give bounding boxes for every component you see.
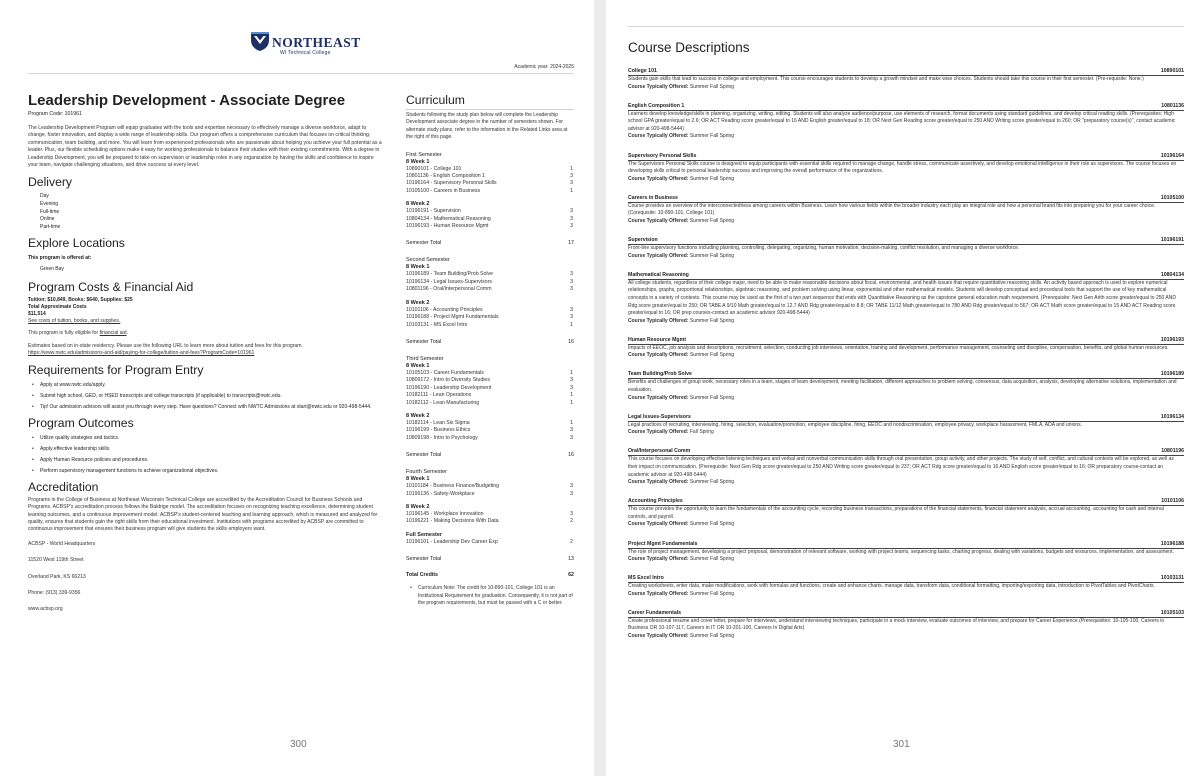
course-name: 10890101 - College 101 [406,165,462,172]
course-credits: 3 [570,434,573,441]
course-row [406,491,574,498]
tuition-url[interactable]: https://www.nwtc.edu/admissions-and-aid/paying-for-college/tuition-and-fees?ProgramCode=101961 [28,350,255,357]
course-code: 10196134 [1160,413,1184,420]
course-code: 10103131 [1160,575,1184,582]
total-credits [406,572,574,579]
week-label: 8 Week 1 [406,264,430,271]
course-description [628,371,1184,402]
requirement-item: • Apply at www.nwtc.edu/apply. [28,382,382,389]
costs-total-label: Total Approximate Costs [28,304,87,310]
offered-terms: Summer Fall Spring [689,590,735,597]
course-credits: 1 [570,165,573,172]
outcome-item: • Apply effective leadership skills. [28,446,382,453]
semester-list [406,152,574,564]
course-description [628,153,1184,184]
course-title: College 101 [628,68,657,74]
course-credits: 2 [570,538,573,545]
course-description [628,195,1184,226]
offered-label: Course Typically Offered: [628,352,689,359]
offered-terms: Summer Fall Spring [689,521,735,528]
course-row [406,483,574,490]
course-header [628,153,1184,161]
semester [406,152,574,248]
course-header [628,575,1184,583]
acbsp-phone: Phone: (913) 339-9356 [28,589,81,596]
course-description [628,337,1184,360]
course-offered [628,133,1184,140]
course-row [406,173,574,180]
course-description [628,272,1184,325]
course-row [406,166,574,173]
course-row [406,370,574,377]
costs-link[interactable]: See costs of tuition, books, and supplies. [28,318,121,324]
outcome-item: • Perform supervisory management functions to achieve organizational objectives. [28,468,382,475]
course-name: 10101184 - Business Finance/Budgeting [406,483,500,490]
course-name: 10105103 - Career Fundamentals [406,369,484,376]
course-row [406,427,574,434]
semester-total [406,240,574,247]
course-name: 10196134 - Legal Issues-Supervisors [406,278,492,285]
course-code: 10101106 [1161,498,1184,505]
course-offered [628,253,1184,260]
outcome-item: • Apply Human Resource policies and procedures. [28,457,382,464]
semester-total-label: Semester Total [406,556,442,563]
course-offered [628,521,1184,528]
course-desc: Legal practices of recruiting, interviewing, hiring, selection, evaluation/promotion, employee discipline, firing, EEOC and nondiscrimination, employee privacy, workplace harassment, FMLA, ADA and unions. [628,421,1083,428]
course-row [406,420,574,427]
course-row [406,208,574,215]
week-label: 8 Week 2 [406,299,430,306]
course-header [628,337,1184,345]
course-row [406,322,574,329]
course-desc: Front-line supervisory functions including planning, controlling, delegating, organizing, human motivation, decision-making, conflict resolution, and managing a diverse workforce. [628,245,1020,252]
delivery-item: Full-time [40,208,60,215]
course-code: 10196164 [1160,152,1184,159]
page-title: Leadership Development - Associate Degree [28,92,346,109]
offered-label: Course Typically Offered: [628,175,689,182]
course-name: 10196101 - Leadership Dev Career Exp [406,538,498,545]
course-description [628,103,1184,141]
course-header [628,448,1184,456]
course-header [628,610,1184,618]
course-name: 10182112 - Lean Manufacturing [406,399,480,406]
course-offered [628,633,1184,640]
course-description [628,414,1184,437]
course-desc: Benefits and challenges of group work, necessary roles in a team, stages of team development, meeting facilitation, different approaches to problem solving, consensus, data acquisition, analysis, developing alternative solutions, implementation and evaluation. [628,379,1177,394]
financial-aid-pre: This program is fully eligible for [28,330,100,337]
course-desc: Impacts of EEOC, job analysis and descriptions, recruitment, selection, conducting job interviews, orientation, training and development, performance management, counseling and discipline, compensation, benefits, and global human resources. [628,344,1169,351]
semester-total [406,339,574,346]
acbsp-website: www.acbsp.org [28,606,63,613]
course-title: Mathematical Reasoning [628,271,689,278]
course-offered [628,218,1184,225]
course-credits: 3 [570,180,573,187]
course-offered [628,84,1184,91]
course-offered [628,176,1184,183]
course-credits: 3 [570,215,573,222]
outcomes-list [28,435,382,476]
course-name: 10196190 - Leadership Development [406,384,492,391]
course-code: 10196193 [1160,336,1184,343]
course-title: MS Excel Intro [628,575,664,582]
course-description [628,237,1184,260]
course-row [406,223,574,230]
week-label: 8 Week 2 [406,201,430,208]
locations-list [40,266,382,274]
requirement-item: • Submit high school, GED, or HSED transcripts and college transcripts (if applicable) to transcripts@nwtc.edu. [28,393,382,400]
course-name: 10196193 - Human Resource Mgmt [406,223,489,230]
course-title: Supervision [628,237,658,244]
offered-terms: Summer Fall Spring [689,352,735,359]
offered-label: Course Typically Offered: [628,133,689,140]
requirement-item: • Tip! Our admission advisors will assist you through every step. Have questions? Connect with NWTC Admissions at start@nwtc.edu or 920-498-5444. [28,404,382,411]
offered-terms: Summer Fall Spring [689,133,735,140]
course-description [628,610,1184,641]
course-code: 10105100 [1160,194,1184,201]
offered-terms: Summer Fall Spring [689,479,735,486]
course-description [628,68,1184,91]
course-offered [628,479,1184,486]
course-desc: Course provides an overview of the interconnectedness among careers within Business. Learn how various fields within the broader industry each play an integral role and how a personal brand fits into preparing you for your career choice. (Corequisite: 10-890-101, College 101) [628,202,1156,217]
course-description-list [628,68,1184,652]
outcomes-heading: Program Outcomes [28,415,134,430]
course-title: Project Mgmt Fundamentals [628,540,698,547]
page-number: 301 [893,739,910,750]
course-name: 10196136 - Safety-Workplace [406,490,475,497]
course-header [628,371,1184,379]
costs-breakdown: Tuition: $10,849, Books: $640, Supplies: $25 [28,297,133,303]
course-title: Career Fundamentals [628,609,682,616]
course-name: 10809172 - Intro to Diversity Studies [406,377,490,384]
course-offered [628,352,1184,359]
requirements-list [28,382,382,412]
course-row [406,539,574,546]
course-title: Legal Issues-Supervisors [628,413,691,420]
course-name: 10801136 - English Composition 1 [406,173,485,180]
course-header [628,195,1184,203]
course-row [406,400,574,407]
semester-title: Second Semester [406,257,450,264]
course-row [406,279,574,286]
course-credits: 3 [570,483,573,490]
course-name: 10196164 - Supervisory Personal Skills [406,180,497,187]
offered-label: Course Typically Offered: [628,394,689,401]
semester-total-label: Semester Total [406,338,442,345]
course-code: 10801136 [1161,102,1184,109]
program-info-column [28,92,382,614]
offered-label: Course Typically Offered: [628,633,689,640]
course-name: 10809198 - Intro to Psychology [406,434,478,441]
offered-label: Course Typically Offered: [628,521,689,528]
semester-total [406,556,574,563]
course-code: 10105103 [1160,609,1184,616]
week-label: Full Semester [406,531,443,538]
course-credits: 3 [570,306,573,313]
course-desc: All college students, regardless of their college major, need to be able to make reasonable decisions about fiscal, environmental, and health issues that require quantitative reasoning skills. An activity based approach is used to explore numerical relationships, graphs, proportional relationships, algebraic reasoning, and problem solving using linear, exponential and other mathematical models. Students will develop conceptual and procedural tools that support the use of key mathematical concepts in a variety of contexts. This course may be used as the first of a two part sequence that ends with Quantitative Reasoning as the capstone general education math requirement. (Prerequisite: Next Gen Arith score greater/equal to 250 AND Rdg score greater/equal to 250; OR TABE A 9/10 Math greater/equal to 12.7 AND Rdg greater/equal to 8.8; OR TABE 11/12 Math greater/equal to 780 AND Rdg greater/equal to 567; OR ACT Math score greater/equal to 15 AND ACT Reading score greater/equal to 16; OR prep courses-contact an academic advisor 920-498-5444) [628,279,1176,317]
course-credits: 3 [570,173,573,180]
course-name: 10103131 - MS Excel Intro [406,321,468,328]
course-offered [628,591,1184,598]
course-credits: 1 [570,321,573,328]
course-description [628,575,1184,598]
course-header [628,498,1184,506]
offered-label: Course Typically Offered: [628,429,689,436]
course-name: 10196145 - Workplace Innovation [406,510,484,517]
logo-subtitle: WI Technical College [280,50,331,56]
financial-aid-text [28,330,382,337]
delivery-item: Day [40,193,49,200]
course-credits: 1 [570,392,573,399]
location-item: Green Bay [40,266,64,273]
program-intro: The Leadership Development Program will equip graduates with the tools and expertise necessary to effectively manage a diverse workforce, adapt to change, foster innovation, and display a wide range of leadership skills. Our program offers a comprehensive curriculum that focuses on critical thinking, communication, team building, and more. You will learn from experienced professionals who are passionate about helping you achieve your full potential as a leader. Plus, our flexible scheduling options make it easy for working professionals to balance their studies with their existing commitments. With a degree in Leadership Development, you will be prepared to take on supervision or leadership roles in any organization by having the skills and confidence to inspire your team, navigate challenging situations, and drive success at every level. [28,125,382,169]
curriculum-intro: Students following the study plan below will complete the Leadership Development associate degree in the number of semesters shown. For alternate study plans, refer to the information in the Related Links area at the right of this page. [406,112,568,141]
course-name: 10196221 - Making Decisions With Data [406,518,499,525]
course-row [406,435,574,442]
course-header [628,103,1184,111]
semester-title: First Semester [406,151,442,158]
locations-label: This program is offered at: [28,255,92,262]
accreditation-text: Programs in the College of Business at Northeast Wisconsin Technical College are accredited by the Accreditation Council for Business Schools and Programs. ACBSP's accreditation process follows the Baldrige model. The accreditation focuses on recognizing teaching excellence, determining student learning outcomes, and a continuous improvement model. ACBSP's student-centered teaching and learning approach, which is measured and analyzed for quality, ensures that students gain the right skills from their educational investment. Institutions with programs accredited by ACBSP are committed to continuous improvement that ensures their business program will give students the skills employers want. [28,496,378,533]
course-description [628,541,1184,564]
semester-total-value: 16 [568,452,574,459]
course-credits: 1 [570,399,573,406]
curriculum-note: • Curriculum Note: The credit for 10-890-101, College 101 is an Institutional Requirement for graduation. Consequently, it is not part of the program requirements, but must be passed with a C or better. [406,585,574,608]
course-name: 10105100 - Careers in Business [406,187,481,194]
course-desc: The role of project management, developing a project proposal, demonstration of relevant software, working with project teams, sequencing tasks, charting progress, dealing with variations, budgets and resources, implementation, and assessment. [628,548,1174,555]
semester [406,257,574,345]
semester-title: Third Semester [406,355,444,362]
course-offered [628,429,1184,436]
week-label: 8 Week 2 [406,412,430,419]
costs-total: $11,514 [28,311,46,317]
course-name: 10101106 - Accounting Principles [406,306,483,313]
week-label: 8 Week 1 [406,158,430,165]
offered-terms: Summer Fall Spring [689,556,735,563]
course-title: Accounting Principles [628,498,683,505]
course-row [406,314,574,321]
acbsp-address-line: ACBSP - World Headquarters [28,540,96,547]
outcome-item: • Utilize quality strategies and tactics. [28,435,382,442]
financial-aid-link[interactable]: financial aid [99,330,127,337]
course-name: 10801196 - Oral/Interpersonal Comm [406,286,492,293]
course-offered [628,556,1184,563]
course-row [406,286,574,293]
course-name: 10196189 - Team Building/Prob Solve [406,271,493,278]
course-code: 10196188 [1160,540,1184,547]
offered-label: Course Typically Offered: [628,252,689,259]
delivery-item: Evening [40,201,59,208]
total-credits-label: Total Credits [406,572,438,579]
financial-aid-post: . [126,330,128,337]
course-credits: 3 [570,490,573,497]
course-header [628,414,1184,422]
costs-heading: Program Costs & Financial Aid [28,280,194,294]
delivery-item: Part-time [40,223,61,230]
offered-label: Course Typically Offered: [628,479,689,486]
semester-total-value: 16 [568,338,574,345]
course-title: Oral/Interpersonal Comm [628,448,691,455]
course-code: 10196191 [1160,237,1184,244]
header-divider [628,26,1184,27]
course-row [406,216,574,223]
delivery-heading: Delivery [28,175,73,190]
course-row [406,271,574,278]
logo-name: NORTHEAST [272,35,361,50]
course-header [628,272,1184,280]
course-desc: This course provides the opportunity to learn the fundamentals of the accounting cycle, recording business transactions, preparations of the financial statements, financial statement analysis, accrual accounting, accounting for cash and internal controls, and payroll. [628,506,1164,520]
total-credits-value: 62 [568,572,574,579]
semester-total-label: Semester Total [406,240,442,247]
curriculum-column [406,93,574,608]
course-credits: 1 [570,369,573,376]
course-credits: 3 [570,427,573,434]
locations-heading: Explore Locations [28,236,125,251]
course-desc: Students gain skills that lead to success in college and employment. This course encourages students to develop a growth mindset and make wise choices. Students should take this course in their first semester. (Pre-requisite: None.) [628,75,1144,82]
course-header [628,68,1184,76]
course-descriptions-title: Course Descriptions [628,40,750,55]
offered-terms: Fall Spring [689,429,714,436]
offered-label: Course Typically Offered: [628,217,689,224]
course-row [406,180,574,187]
course-description [628,498,1184,529]
course-offered [628,395,1184,402]
acbsp-address-line: Overland Park, KS 66213 [28,573,86,580]
course-row [406,518,574,525]
semester [406,356,574,459]
course-header [628,237,1184,245]
course-desc: This course focuses on developing effective listening techniques and verbal and nonverbal communication skills through oral presentation, group activity, and other projects. The study of self, conflict, and cultural contexts will be explored, as well as their impact on communication. (Prerequisite: Next Gen Rdg score greater/equal to 250 AND Writing score greater/equal to 237; OR ACT Rdg score greater/equal to 16 AND English score greater/equal to 16; OR preparatory course-contact an academic advisor at 920-498-5444) [628,456,1174,478]
semester [406,469,574,563]
course-credits: 3 [570,314,573,321]
offered-terms: Summer Fall Spring [689,175,735,182]
course-credits: 3 [570,384,573,391]
course-row [406,392,574,399]
delivery-item: Online [40,216,55,223]
week-label: 8 Week 1 [406,362,430,369]
course-title: Careers in Business [628,194,678,201]
course-desc: Create professional resume and cover letter, prepare for interviews, understand interviewing techniques, participate in a mock interview, evaluate outcomes of interview, and prepare for Career Experience.(Prerequisites: 10-105-100, Careers in Business OR 10-107-117, Careers in IT OR 10-201-100, Careers In Digital Arts) [628,617,1165,632]
course-code: 10196189 [1160,371,1184,378]
requirements-heading: Requirements for Program Entry [28,362,204,377]
course-description [628,448,1184,486]
course-row [406,307,574,314]
course-credits: 3 [570,510,573,517]
course-name: 10196191 - Supervision [406,208,461,215]
course-credits: 1 [570,419,573,426]
offered-terms: Summer Fall Spring [689,217,735,224]
semester-title: Fourth Semester [406,469,447,476]
course-name: 10196188 - Project Mgmt Fundamentals [406,314,499,321]
estimates-text: Estimates based on in-state residency. Please use the following URL to learn more about tuition and fees for this program. [28,342,303,349]
course-name: 10182114 - Lean Six Sigma [406,419,470,426]
course-title: Human Resource Mgmt [628,336,686,343]
semester-total-value: 17 [568,240,574,247]
course-credits: 3 [570,208,573,215]
course-row [406,385,574,392]
course-code: 10804134 [1160,271,1184,278]
offered-label: Course Typically Offered: [628,83,689,90]
offered-label: Course Typically Offered: [628,590,689,597]
course-credits: 3 [570,271,573,278]
course-row [406,511,574,518]
offered-terms: Summer Fall Spring [689,252,735,259]
header-divider [28,73,574,74]
course-title: Supervisory Personal Skills [628,152,697,159]
course-row [406,377,574,384]
course-credits: 3 [570,286,573,293]
course-name: 10804134 - Mathematical Reasoning [406,215,491,222]
left-page [0,0,594,776]
program-code: Program Code: 101961 [28,111,82,117]
course-title: Team Building/Prob Solve [628,371,692,378]
offered-terms: Summer Fall Spring [689,394,735,401]
semester-total-value: 13 [568,556,574,563]
course-title: English Composition 1 [628,102,685,109]
delivery-list [40,193,382,231]
week-label: 8 Week 1 [406,476,430,483]
course-credits: 3 [570,223,573,230]
right-page [606,0,1200,776]
course-offered [628,318,1184,325]
course-name: 10182111 - Lean Operations [406,392,472,399]
course-credits: 3 [570,278,573,285]
course-desc: The Supervisors Personal Skills course is designed to equip participants with essential skills required to manage change, handle stress, communicate assertively, and develop emotional intelligence in their role as supervisors. The course focuses on developing skills critical to personal leadership success and improving the overall performance of the organizations. [628,160,1177,175]
week-label: 8 Week 2 [406,503,430,510]
acbsp-address-line: 11520 West 119th Street [28,557,84,564]
curriculum-heading: Curriculum [406,93,574,110]
course-code: 10890101 [1160,68,1184,74]
course-desc: Learners develop knowledge/skills in planning, organizing, writing, editing. Students will also analyze audience/purpose, use elements of research, format documents using standard guidelines, and develop critical reading skills. (Prerequisites: High school GPA greater/equal to 2.6; OR ACT Reading score greater/equal to 16 AND English greater/equal to 18; OR Next Gen Reading score greater/equal to 250 AND Writing score greater/equal to 260; OR "preparatory course(s)", contact academic advisor at 920-498-5444) [628,110,1176,132]
offered-terms: Summer Fall Spring [689,633,735,640]
course-desc: Creating worksheets, enter data, make modifications, work with formulas and functions, create and enhance charts, manage data, transform data, conditional formatting, importing/exporting data, introduction to PivotTables and PivotCharts. [628,583,1155,590]
course-header [628,541,1184,549]
course-row [406,188,574,195]
college-logo [250,30,360,60]
semester-total [406,452,574,459]
offered-terms: Summer Fall Spring [689,317,735,324]
course-credits: 2 [570,518,573,525]
course-name: 10196199 - Business Ethics [406,427,471,434]
offered-label: Course Typically Offered: [628,556,689,563]
offered-label: Course Typically Offered: [628,317,689,324]
accreditation-heading: Accreditation [28,479,99,494]
academic-year: Academic year: 2024-2025 [514,64,574,70]
offered-terms: Summer Fall Spring [689,83,735,90]
course-credits: 1 [570,187,573,194]
semester-total-label: Semester Total [406,452,442,459]
course-code: 10801196 [1161,448,1184,455]
shield-logo-icon [250,30,270,52]
page-number: 300 [290,739,307,750]
course-credits: 3 [570,377,573,384]
